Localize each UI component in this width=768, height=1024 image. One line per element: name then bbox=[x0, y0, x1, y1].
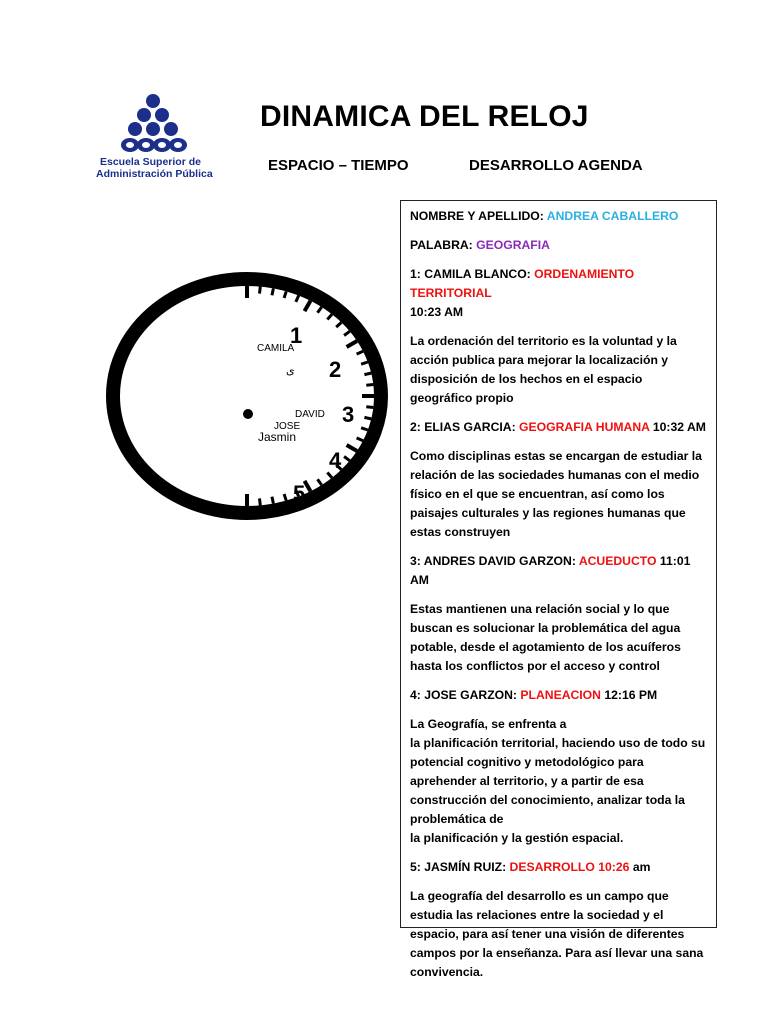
clock-label-camila: CAMILA bbox=[257, 343, 295, 354]
clock-face bbox=[113, 279, 381, 513]
logo-line-2: Administración Pública bbox=[96, 168, 213, 180]
agenda-box bbox=[400, 200, 717, 979]
clock-tick bbox=[347, 341, 357, 347]
clock-tick bbox=[344, 457, 350, 461]
clock-tick bbox=[336, 322, 341, 327]
word-label: PALABRA: bbox=[410, 238, 473, 252]
clock-tick bbox=[361, 362, 368, 364]
clock-number-2: 2 bbox=[329, 357, 342, 382]
entry-1-text: La ordenación del territorio es la voluntad y la acción publica para mejorar la localización y disposición de los hechos en el espacio geográfico propio bbox=[410, 334, 677, 405]
esap-logo bbox=[96, 92, 213, 184]
page-title: DINAMICA DEL RELOJ bbox=[260, 100, 589, 133]
clock-tick bbox=[272, 288, 274, 295]
entry-5-text: La geografía del desarrollo es un campo que estudia las relaciones entre la sociedad y el espacio, para así tener una visión de diferentes campos por la enseñanza. Para así llevar una sana convivencia. bbox=[410, 889, 704, 979]
clock-number-1: 1 bbox=[290, 323, 303, 348]
clock-tick bbox=[284, 291, 286, 298]
clock-label-jasmin: Jasmin bbox=[258, 430, 297, 444]
name-value: ANDREA CABALLERO bbox=[546, 209, 679, 223]
entry-1-head bbox=[410, 265, 707, 322]
entry-2-person: 2: ELIAS GARCIA: bbox=[410, 420, 516, 434]
entry-4-text-line-3: la planificación y la gestión espacial. bbox=[410, 831, 624, 845]
entry-5-concept: DESARROLLO 10: bbox=[509, 860, 616, 874]
clock-tick bbox=[357, 351, 363, 354]
clock-number-4: 4 bbox=[329, 448, 342, 473]
entry-5-concept-tail: 26 bbox=[615, 860, 630, 874]
entry-2-concept: GEOGRAFIA HUMANA bbox=[519, 420, 650, 434]
name-line bbox=[410, 207, 707, 226]
clock-tick bbox=[366, 385, 373, 386]
entry-1-concept: ORDENAMIENTO TERRITORIAL bbox=[410, 267, 635, 300]
clock-label-jose: JOSE bbox=[274, 421, 301, 432]
clock-tick bbox=[366, 407, 373, 408]
entry-4-time: 12:16 PM bbox=[604, 688, 658, 702]
clock-tick bbox=[260, 498, 261, 505]
name-label: NOMBRE Y APELLIDO: bbox=[410, 209, 544, 223]
clock-tick bbox=[361, 428, 368, 430]
clock-number-3: 3 bbox=[342, 402, 355, 427]
clock-tick bbox=[305, 481, 311, 491]
clock-tick bbox=[272, 497, 274, 504]
entry-3-concept: ACUEDUCTO bbox=[578, 554, 657, 568]
clock-tick bbox=[284, 494, 286, 501]
entry-4-head bbox=[410, 686, 707, 705]
entry-4-person: 4: JOSE GARZON: bbox=[410, 688, 517, 702]
dots-pyramid-icon bbox=[118, 92, 188, 154]
clock-label-mark: ی bbox=[286, 365, 295, 377]
subtitle-agenda: DESARROLLO AGENDA bbox=[469, 157, 643, 174]
logo-line-1: Escuela Superior de bbox=[100, 156, 201, 168]
entry-3-text: Estas mantienen una relación social y lo que buscan es solucionar la problemática del agua potable, desde el agotamiento de los acuíferos hasta los conflictos por el acceso y control bbox=[410, 602, 681, 673]
entry-4-concept: PLANEACION bbox=[520, 688, 601, 702]
entry-2-head bbox=[410, 418, 707, 437]
entry-3-person: 3: ANDRES DAVID GARZON: bbox=[410, 554, 576, 568]
entry-1-time: 10:23 AM bbox=[410, 305, 464, 319]
clock-tick bbox=[327, 473, 332, 478]
entry-2-time: 10:32 AM bbox=[652, 420, 706, 434]
entry-1-person: 1: CAMILA BLANCO: bbox=[410, 267, 531, 281]
clock-tick bbox=[260, 287, 261, 294]
clock-tick bbox=[318, 307, 322, 313]
entry-5-head bbox=[410, 858, 707, 877]
clock-label-david: DAVID bbox=[295, 409, 325, 420]
entry-4-text bbox=[410, 715, 707, 848]
word-value: GEOGRAFIA bbox=[476, 238, 550, 252]
clock-tick bbox=[364, 373, 371, 375]
clock-tick bbox=[344, 331, 350, 335]
entry-4-text-line-2: la planificación territorial, haciendo uso de todo su potencial cognitivo y metodológico para aprehender al territorio, y a partir de esa construcción del conocimiento, analizar toda la problemática de bbox=[410, 736, 706, 826]
word-line bbox=[410, 236, 707, 255]
clock-tick bbox=[364, 417, 371, 419]
entry-5-person: 5: JASMÍN RUIZ: bbox=[410, 860, 507, 874]
entry-5-time: am bbox=[632, 860, 651, 874]
subtitle-space-time: ESPACIO – TIEMPO bbox=[268, 157, 409, 174]
entry-3-head bbox=[410, 552, 707, 590]
entry-3-time: 11:01 AM bbox=[410, 554, 691, 587]
clock-tick bbox=[357, 438, 363, 441]
entry-4-text-line-1: La Geografía, se enfrenta a bbox=[410, 717, 567, 731]
clock-diagram bbox=[100, 268, 390, 528]
entry-2-text: Como disciplinas estas se encargan de estudiar la relación de las sociedades humanas con el medio físico en el que se encuentran, así como los paisajes culturales y las regiones humanas que estas construyen bbox=[410, 449, 702, 539]
clock-tick bbox=[305, 301, 311, 311]
clock-tick bbox=[318, 479, 322, 485]
clock-center-dot bbox=[243, 409, 253, 419]
clock-tick bbox=[327, 314, 332, 319]
clock-number-5: 5 bbox=[293, 481, 306, 506]
clock-tick bbox=[296, 296, 299, 302]
clock-tick bbox=[347, 445, 357, 451]
